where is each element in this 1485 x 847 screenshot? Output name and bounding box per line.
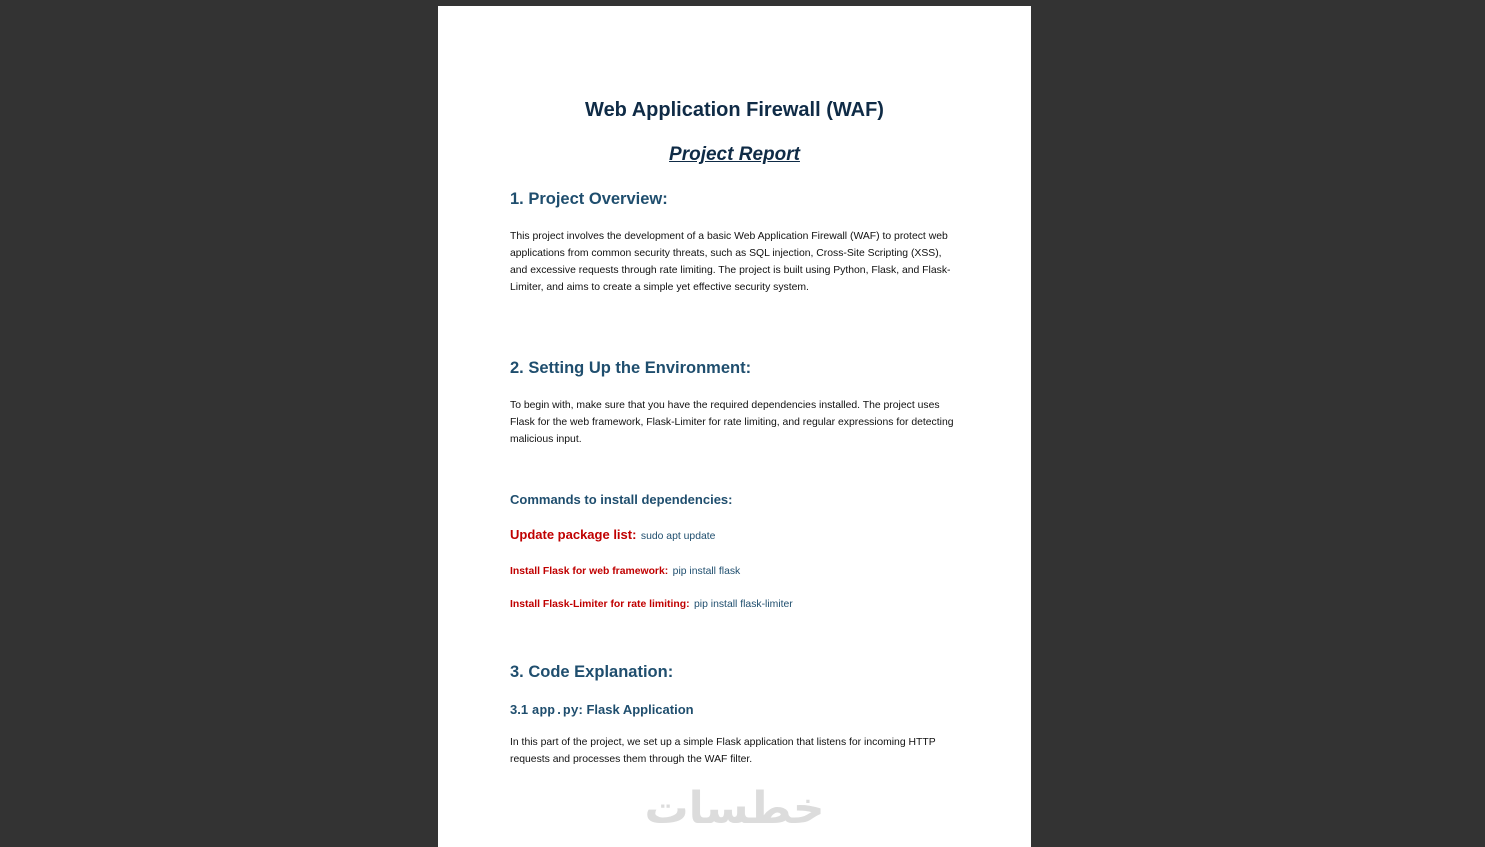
subsection-title: : Flask Application xyxy=(578,702,694,717)
section-heading-setup: 2. Setting Up the Environment: xyxy=(510,359,752,377)
document-page xyxy=(438,6,1031,847)
subsection-number: 3.1 xyxy=(510,702,532,717)
setup-paragraph: To begin with, make sure that you have the required dependencies installed. The project uses Flask for the web framework, Flask-Limiter for rate limiting, and regular expressions for detecting malicious input. xyxy=(510,400,954,445)
watermark-logo: خطسات xyxy=(644,783,825,834)
command-code: pip install flask-limiter xyxy=(694,599,793,610)
command-code: pip install flask xyxy=(672,566,741,577)
command-label: Install Flask-Limiter for rate limiting: xyxy=(510,599,690,610)
section-heading-code: 3. Code Explanation: xyxy=(510,663,674,681)
document-subtitle: Project Report xyxy=(669,144,800,165)
command-line xyxy=(510,595,793,613)
subsection-filename: app.py xyxy=(531,703,579,718)
commands-heading: Commands to install dependencies: xyxy=(510,492,733,507)
subsection-heading-app xyxy=(510,702,694,719)
document-title: Web Application Firewall (WAF) xyxy=(585,99,884,121)
command-line xyxy=(510,527,715,545)
overview-paragraph: This project involves the development of a basic Web Application Firewall (WAF) to protect web applications from common security threats, such as SQL injection, Cross-Site Scripting (XSS), and excessive requests through rate limiting. The project is built using Python, Flask, and Flask-Limiter, and aims to create a simple yet effective security system. xyxy=(510,231,951,293)
section-heading-overview: 1. Project Overview: xyxy=(510,190,668,208)
command-line xyxy=(510,562,740,580)
command-label: Install Flask for web framework: xyxy=(510,566,669,577)
command-label: Update package list: xyxy=(510,527,637,542)
command-code: sudo apt update xyxy=(640,531,716,542)
code-paragraph: In this part of the project, we set up a simple Flask application that listens for incoming HTTP requests and processes them through the WAF filter. xyxy=(510,737,936,765)
